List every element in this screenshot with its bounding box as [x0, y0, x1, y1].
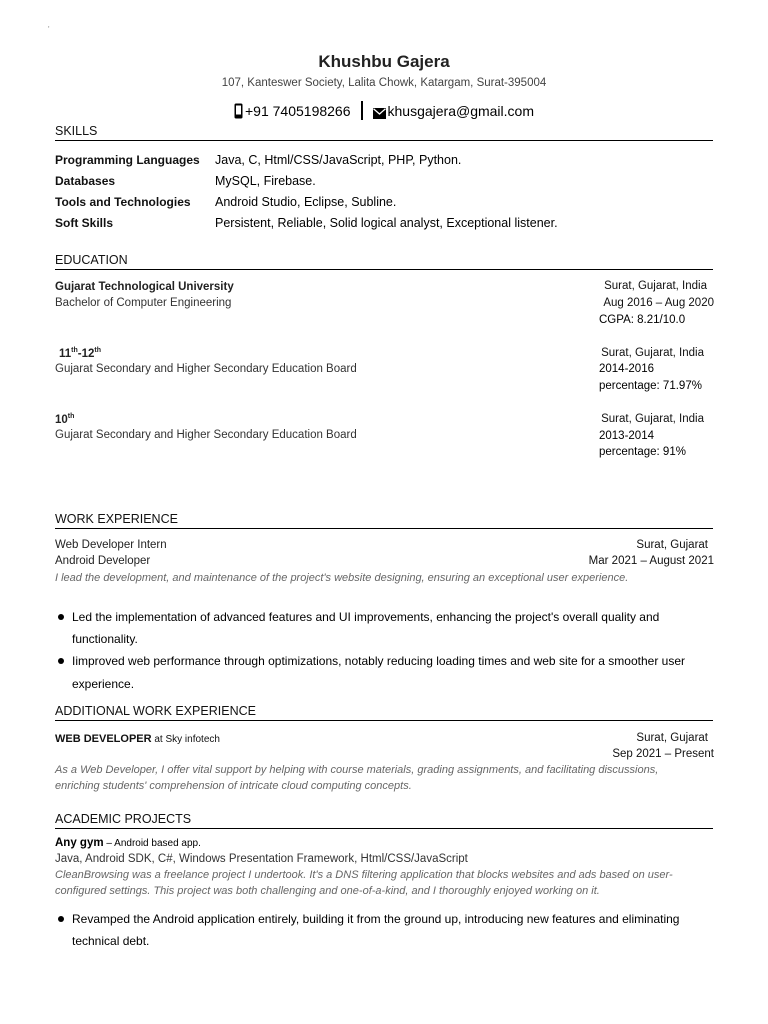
- email-address[interactable]: khusgajera@gmail.com: [387, 103, 534, 119]
- edu-dates: Aug 2016 – Aug 2020: [603, 297, 714, 309]
- project-tech: Java, Android SDK, C#, Windows Presentation Framework, Html/CSS/JavaScript: [55, 853, 468, 865]
- bullet-text: Revamped the Android application entirely, building it from the ground up, introducing new features and eliminating: [72, 912, 680, 926]
- additional-experience-heading: ADDITIONAL WORK EXPERIENCE: [55, 704, 713, 721]
- bullet-dot: [58, 916, 64, 922]
- skill-value: MySQL, Firebase.: [215, 174, 316, 188]
- corner-mark: ': [48, 25, 50, 34]
- contact-line: [0, 101, 768, 120]
- job-dates: Mar 2021 – August 2021: [588, 555, 714, 567]
- bullet-dot: [58, 614, 64, 620]
- skill-value: Java, C, Html/CSS/JavaScript, PHP, Python.: [215, 153, 462, 167]
- bullet-text: Iimproved web performance through optimizations, notably reducing loading times and web site for a smoother user: [72, 654, 685, 668]
- degree: Gujarat Secondary and Higher Secondary Education Board: [55, 363, 357, 375]
- skill-value: Android Studio, Eclipse, Subline.: [215, 195, 397, 209]
- job-summary: I lead the development, and maintenance of the project's website designing, ensuring an exceptional user experience.: [55, 572, 629, 584]
- additional-dates: Sep 2021 – Present: [612, 748, 714, 760]
- contact-divider: [361, 101, 363, 120]
- job-role: Web Developer Intern: [55, 539, 167, 551]
- mobile-phone-icon: [234, 103, 245, 119]
- work-experience-heading: WORK EXPERIENCE: [55, 512, 713, 529]
- project-description: configured settings. This project was both challenging and one-of-a-kind, and I thoroughly enjoyed working on it.: [55, 885, 600, 897]
- bullet-dot: [58, 658, 64, 664]
- skills-heading: SKILLS: [55, 124, 713, 141]
- degree: Gujarat Secondary and Higher Secondary Education Board: [55, 429, 357, 441]
- bullet-text: functionality.: [72, 632, 138, 646]
- bullet-text: experience.: [72, 677, 135, 691]
- skill-label: Programming Languages: [55, 153, 200, 167]
- edu-dates: 2014-2016: [599, 363, 654, 375]
- skill-label: Databases: [55, 174, 116, 188]
- edu-location: Surat, Gujarat, India: [604, 280, 707, 292]
- envelope-icon: [373, 103, 388, 119]
- skill-value: Persistent, Reliable, Solid logical analyst, Exceptional listener.: [215, 216, 558, 230]
- edu-dates: 2013-2014: [599, 430, 654, 442]
- grade-label: 10th: [55, 413, 75, 426]
- edu-location: Surat, Gujarat, India: [601, 413, 704, 425]
- additional-summary: As a Web Developer, I offer vital support by helping with course materials, grading assignments, and facilitating discussions,: [55, 764, 659, 776]
- school-name: Gujarat Technological University: [55, 281, 234, 293]
- additional-role: WEB DEVELOPER at Sky infotech: [55, 733, 220, 745]
- project-title: Any gym – Android based app.: [55, 837, 201, 849]
- skill-label: Soft Skills: [55, 216, 114, 230]
- edu-score: percentage: 91%: [599, 446, 686, 458]
- project-description: CleanBrowsing was a freelance project I undertook. It's a DNS filtering application that blocks websites and ads based on user-: [55, 869, 673, 881]
- grade-label: 11th-12th: [59, 347, 102, 360]
- additional-location: Surat, Gujarat: [636, 732, 708, 744]
- phone-number[interactable]: +91 7405198266: [245, 103, 351, 119]
- edu-location: Surat, Gujarat, India: [601, 347, 704, 359]
- job-subrole: Android Developer: [55, 555, 151, 567]
- resume-name: Khushbu Gajera: [318, 52, 450, 71]
- education-heading: EDUCATION: [55, 253, 713, 270]
- additional-summary: enriching students' comprehension of intricate cloud computing concepts.: [55, 780, 412, 792]
- address: 107, Kanteswer Society, Lalita Chowk, Katargam, Surat-395004: [221, 77, 547, 89]
- academic-projects-heading: ACADEMIC PROJECTS: [55, 812, 713, 829]
- job-location: Surat, Gujarat: [636, 539, 708, 551]
- degree: Bachelor of Computer Engineering: [55, 297, 232, 309]
- skill-label: Tools and Technologies: [55, 195, 191, 209]
- bullet-text: technical debt.: [72, 934, 150, 948]
- edu-score: CGPA: 8.21/10.0: [599, 314, 686, 326]
- edu-score: percentage: 71.97%: [599, 380, 702, 392]
- bullet-text: Led the implementation of advanced features and UI improvements, enhancing the project's overall quality and: [72, 610, 660, 624]
